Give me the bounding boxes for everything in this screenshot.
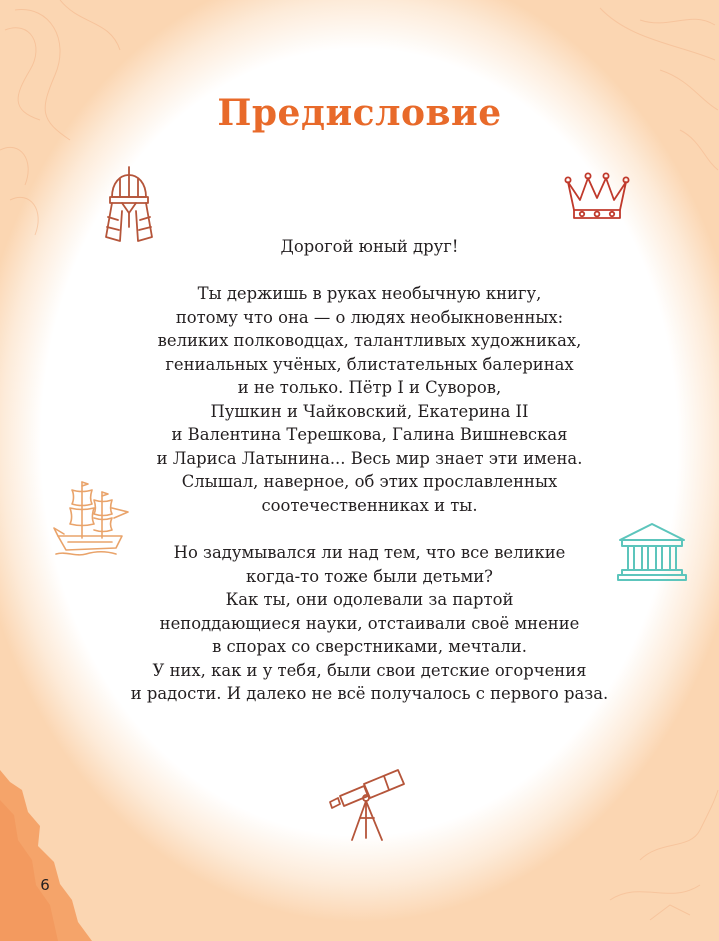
text-line: и не только. Пётр I и Суворов, [237, 378, 502, 397]
text-line: потому что она — о людях необыкновенных: [175, 307, 564, 327]
text-line: Пушкин и Чайковский, Екатерина II [210, 401, 529, 421]
helmet-icon [98, 165, 160, 245]
page-title: Предисловие [217, 92, 502, 134]
text-line: когда-то тоже были детьми? [246, 566, 493, 586]
text-line: соотечественниках и ты. [261, 495, 478, 515]
text-line: в спорах со сверстниками, мечтали. [212, 637, 527, 656]
text-line: неподдающиеся науки, отстаивали своё мнение [159, 613, 580, 633]
text-line: и Валентина Терешкова, Галина Вишневская [171, 425, 568, 444]
paragraph-2 [80, 541, 659, 706]
telescope-icon [324, 762, 410, 844]
paragraph-1 [80, 282, 659, 517]
text-line: Но задумывался ли над тем, что все великие [173, 543, 566, 562]
text-line: У них, как и у тебя, были свои детские огорчения [152, 660, 587, 680]
text-line: гениальных учёных, блистательных балеринах [165, 354, 574, 374]
crown-icon [562, 172, 632, 224]
text-line: и Лариса Латынина... Весь мир знает эти имена. [156, 448, 583, 468]
text-line: Ты держишь в руках необычную книгу, [197, 284, 542, 303]
page-number: 6 [40, 876, 50, 894]
text-line: и радости. И далеко не всё получалось с первого раза. [130, 684, 609, 703]
text-line: Как ты, они одолевали за партой [225, 590, 514, 609]
greeting: Дорогой юный друг! [280, 237, 459, 256]
text-line: великих полководцах, талантливых художниках, [157, 331, 582, 350]
text-line: Слышал, наверное, об этих прославленных [181, 472, 558, 491]
